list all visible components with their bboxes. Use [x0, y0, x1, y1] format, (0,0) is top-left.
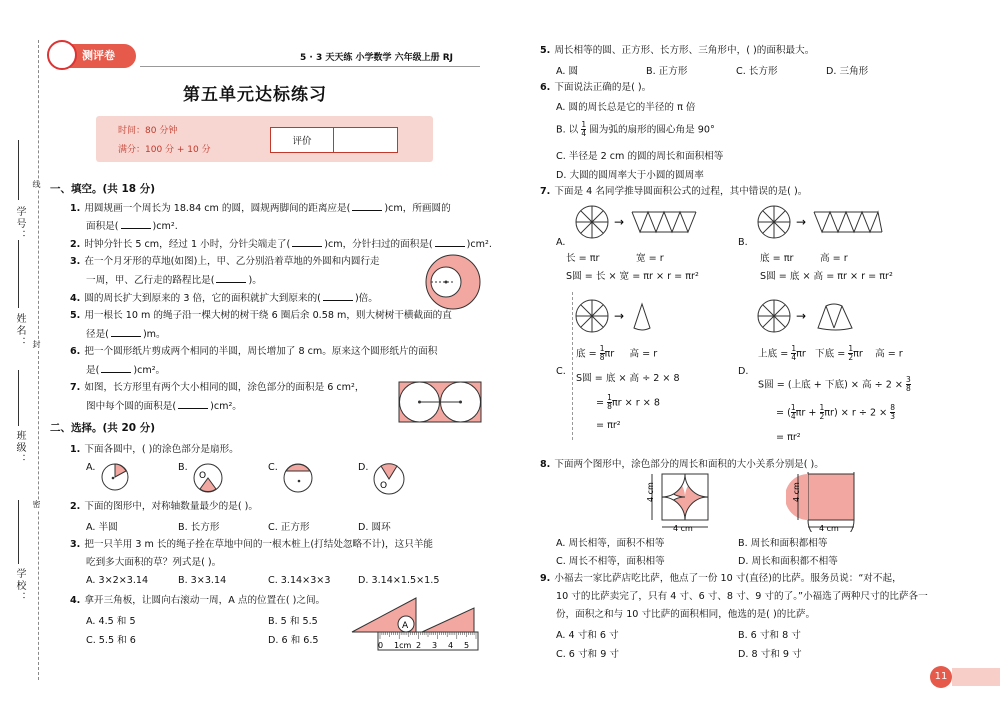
- q7-c-line4: = πr²: [596, 420, 621, 431]
- q7-b-line1b: 高 = r: [820, 253, 848, 264]
- q1-3: 3. 在一个月牙形的草地(如图)上，甲、乙分别沿着草地的外圆和内圆行走: [70, 256, 380, 267]
- q7-d-line4: = πr²: [776, 432, 801, 443]
- q7-a-line1b: 宽 = r: [636, 253, 664, 264]
- q5-opt-d[interactable]: D. 三角形: [826, 66, 869, 77]
- q2-4-opt-a[interactable]: A. 4.5 和 5: [86, 616, 136, 627]
- q7-c-line2: S圆 = 底 × 高 ÷ 2 × 8: [576, 373, 680, 384]
- header-rule: [140, 66, 480, 67]
- q5-opt-c[interactable]: C. 长方形: [736, 66, 778, 77]
- q7-opt-b-label[interactable]: B.: [738, 237, 748, 248]
- svg-text:→: →: [796, 309, 807, 323]
- point-a-label: A: [402, 621, 409, 631]
- series-info: 5 · 3 天天练 小学数学 六年级上册 RJ: [300, 53, 454, 63]
- q2-1-figure-b: [192, 462, 224, 494]
- test-badge: 测评卷: [52, 44, 136, 68]
- q8-opt-b[interactable]: B. 周长和面积都相等: [738, 538, 828, 549]
- binding-name-line: [18, 240, 19, 308]
- q2-3-opt-b[interactable]: B. 3×3.14: [178, 575, 227, 586]
- svg-text:→: →: [614, 309, 625, 323]
- q2-1-figure-d: [372, 462, 406, 496]
- q8-dim-left-h: 4 cm: [673, 524, 693, 532]
- q2-4-opt-c[interactable]: C. 5.5 和 6: [86, 635, 136, 646]
- q6-opt-b[interactable]: B. 以 $\frac{1}{4}$ 圆为弧的扇形的圆心角是 90°: [556, 120, 715, 138]
- binding-school-line: [18, 500, 19, 564]
- page-number: 11: [930, 666, 952, 688]
- binding-line: [38, 40, 39, 680]
- two-circles-figure: [398, 381, 482, 423]
- q7-d-line2: S圆 = (上底 + 下底) × 高 ÷ 2 × $\frac{3}{8}$: [758, 375, 911, 393]
- q9-opt-b[interactable]: B. 6 寸和 8 寸: [738, 630, 801, 641]
- q1-2: 2. 时钟分针长 5 cm，经过 1 小时，分针尖端走了( )cm，分针扫过的面积是( )cm².: [70, 239, 492, 250]
- q8: 8. 下面两个图形中，涂色部分的周长和面积的大小关系分别是( )。: [540, 459, 824, 470]
- q2-1: 1. 下面各圆中，( )的涂色部分是扇形。: [70, 444, 239, 455]
- q2-2-opt-a[interactable]: A. 半圆: [86, 522, 118, 533]
- q2-3-opt-d[interactable]: D. 3.14×1.5×1.5: [358, 575, 440, 586]
- mascot-icon: [47, 40, 77, 70]
- q7-c-line1: 底 = $\frac{1}{8}$ πr 高 = r: [576, 344, 658, 362]
- ruler-tick-1: 1cm: [394, 641, 412, 650]
- svg-text:O: O: [380, 481, 388, 491]
- q9-opt-d[interactable]: D. 8 寸和 9 寸: [738, 649, 802, 660]
- q7-d-line1: 上底 = $\frac{1}{4}$ πr 下底 = $\frac{1}{2}$ πr 高 = r: [758, 344, 903, 362]
- ruler-tick-4: 4: [448, 641, 454, 650]
- q5: 5. 周长相等的圆、正方形、长方形、三角形中，( )的面积最大。: [540, 45, 815, 56]
- q7-b-figure: [756, 204, 886, 242]
- section-choice-title: 二、选择。(共 20 分): [50, 422, 156, 434]
- full-score: 满分：100 分 + 10 分: [118, 145, 211, 155]
- q2-2-opt-d[interactable]: D. 圆环: [358, 522, 391, 533]
- q7-c-line3: = $\frac{1}{8}$ πr × r × 8: [596, 393, 660, 411]
- q7-opt-c-label[interactable]: C.: [556, 366, 566, 377]
- q2-1-opt-b[interactable]: B.: [178, 462, 188, 473]
- q2-4: 4. 拿开三角板，让圆向右滚动一周，A 点的位置在( )之间。: [70, 595, 326, 606]
- time-limit: 时间：80 分钟: [118, 126, 178, 136]
- binding-id-line: [18, 140, 19, 200]
- binding-mark-xian: 线: [32, 180, 41, 190]
- q6-opt-c[interactable]: C. 半径是 2 cm 的圆的周长和面积相等: [556, 151, 724, 162]
- q5-opt-a[interactable]: A. 圆: [556, 66, 579, 77]
- ruler-tick-3: 3: [432, 641, 438, 650]
- q8-dim-right-v: 4 cm: [792, 482, 801, 502]
- q9-cont1: 10 寸的比萨卖完了，只有 4 寸、6 寸、8 寸、9 寸的了。”小福选了两种尺寸的比萨各一: [556, 591, 928, 602]
- q8-opt-a[interactable]: A. 周长相等，面积不相等: [556, 538, 665, 549]
- q2-1-figure-c: [282, 462, 314, 494]
- q7-divider: [572, 292, 573, 440]
- ruler-tick-5: 5: [464, 641, 470, 650]
- svg-text:→: →: [796, 215, 807, 229]
- q5-opt-b[interactable]: B. 正方形: [646, 66, 688, 77]
- q7: 7. 下面是 4 名同学推导圆面积公式的过程，其中错误的是( )。: [540, 186, 808, 197]
- q2-2-opt-b[interactable]: B. 长方形: [178, 522, 220, 533]
- ruler-triangle-figure: [344, 590, 484, 652]
- q7-d-line3: = ( $\frac{1}{4}$ πr + $\frac{1}{2}$ πr) × r ÷ 2 × $\frac{8}{3}$: [776, 403, 895, 421]
- q2-3-cont: 吃到多大面积的草？列式是( )。: [86, 557, 222, 568]
- q9-opt-c[interactable]: C. 6 寸和 9 寸: [556, 649, 619, 660]
- q9-cont2: 份，面积之和与 10 寸比萨的面积相同，他选的是( )的比萨。: [556, 609, 816, 620]
- binding-id: 学号：: [14, 206, 25, 242]
- q8-opt-d[interactable]: D. 周长和面积都不相等: [738, 556, 838, 567]
- evaluation-box: [270, 127, 398, 153]
- q2-2-opt-c[interactable]: C. 正方形: [268, 522, 310, 533]
- q8-dim-right-h: 4 cm: [819, 524, 839, 532]
- binding-class: 班级：: [14, 430, 25, 466]
- q7-d-figure: [756, 298, 866, 336]
- q7-b-line1a: 底 = πr: [760, 253, 794, 264]
- q1-3-cont: 一周，甲、乙行走的路程比是( )。: [86, 275, 262, 286]
- q2-1-opt-c[interactable]: C.: [268, 462, 278, 473]
- q1-6-cont: 是( )cm²。: [86, 365, 166, 376]
- q8-dim-left-v: 4 cm: [646, 482, 655, 502]
- svg-text:→: →: [614, 215, 625, 229]
- q2-3-opt-c[interactable]: C. 3.14×3×3: [268, 575, 331, 586]
- q1-5-cont: 径是( )m。: [86, 329, 166, 340]
- q7-a-figure: [574, 204, 704, 242]
- q7-b-line2: S圆 = 底 × 高 = πr × r = πr²: [760, 271, 893, 282]
- binding-school: 学校：: [14, 568, 25, 604]
- page-title: 第五单元达标练习: [183, 85, 327, 105]
- q1-7-cont: 图中每个圆的面积是( )cm²。: [86, 401, 242, 412]
- q2-1-figure-a: [100, 462, 130, 492]
- q7-a-line1a: 长 = πr: [566, 253, 600, 264]
- q6-opt-a[interactable]: A. 圆的周长总是它的半径的 π 倍: [556, 102, 696, 113]
- q7-opt-d-label[interactable]: D.: [738, 366, 749, 377]
- q6-opt-d[interactable]: D. 大圆的圆周率大于小圆的圆周率: [556, 170, 704, 181]
- section-fill-title: 一、填空。(共 18 分): [50, 183, 156, 195]
- q8-figure-left: [640, 472, 720, 532]
- q7-a-line2: S圆 = 长 × 宽 = πr × r = πr²: [566, 271, 699, 282]
- q7-c-figure: [574, 298, 664, 336]
- q1-1-cont: 面积是( )cm².: [86, 221, 178, 232]
- svg-text:O: O: [199, 471, 207, 481]
- q2-2: 2. 下面的图形中，对称轴数量最少的是( )。: [70, 501, 258, 512]
- q1-6: 6. 把一个圆形纸片剪成两个相同的半圆，周长增加了 8 cm。原来这个圆形纸片的面积: [70, 346, 438, 357]
- q2-4-opt-d[interactable]: D. 6 和 6.5: [268, 635, 319, 646]
- q1-1: 1. 用圆规画一个周长为 18.84 cm 的圆，圆规两脚间的距离应是( )cm，所画圆的: [70, 203, 451, 214]
- binding-mark-feng: 封: [32, 340, 41, 350]
- evaluation-label: 评价: [271, 128, 334, 152]
- q2-3-opt-a[interactable]: A. 3×2×3.14: [86, 575, 149, 586]
- q8-figure-right: [786, 472, 866, 532]
- binding-class-line: [18, 370, 19, 426]
- q2-3: 3. 把一只羊用 3 m 长的绳子拴在草地中间的一根木桩上(打结处忽略不计)，这只羊能: [70, 539, 434, 550]
- evaluation-field[interactable]: [334, 128, 397, 152]
- q2-1-opt-a[interactable]: A.: [86, 462, 96, 473]
- binding-name: 姓名：: [14, 313, 25, 349]
- q9-opt-a[interactable]: A. 4 寸和 6 寸: [556, 630, 619, 641]
- q7-opt-a-label[interactable]: A.: [556, 237, 566, 248]
- q8-opt-c[interactable]: C. 周长不相等，面积相等: [556, 556, 665, 567]
- crescent-figure: [424, 253, 482, 311]
- q2-4-opt-b[interactable]: B. 5 和 5.5: [268, 616, 318, 627]
- ruler-tick-0: 0: [378, 641, 384, 650]
- q1-4: 4. 圆的周长扩大到原来的 3 倍，它的面积就扩大到原来的( )倍。: [70, 293, 378, 304]
- ruler-tick-2: 2: [416, 641, 422, 650]
- q9: 9. 小福去一家比萨店吃比萨，他点了一份 10 寸(直径)的比萨。服务员说：“对不起，: [540, 573, 902, 584]
- q1-5: 5. 用一根长 10 m 的绳子沿一棵大树的树干绕 6 圈后余 0.58 m，则大树树干横截面的直: [70, 310, 452, 321]
- q6: 6. 下面说法正确的是( )。: [540, 82, 652, 93]
- q2-1-opt-d[interactable]: D.: [358, 462, 369, 473]
- binding-mark-mi: 密: [32, 500, 41, 510]
- page-number-bar: [952, 668, 1000, 686]
- q1-7: 7. 如图，长方形里有两个大小相同的圆，涂色部分的面积是 6 cm²，: [70, 382, 365, 393]
